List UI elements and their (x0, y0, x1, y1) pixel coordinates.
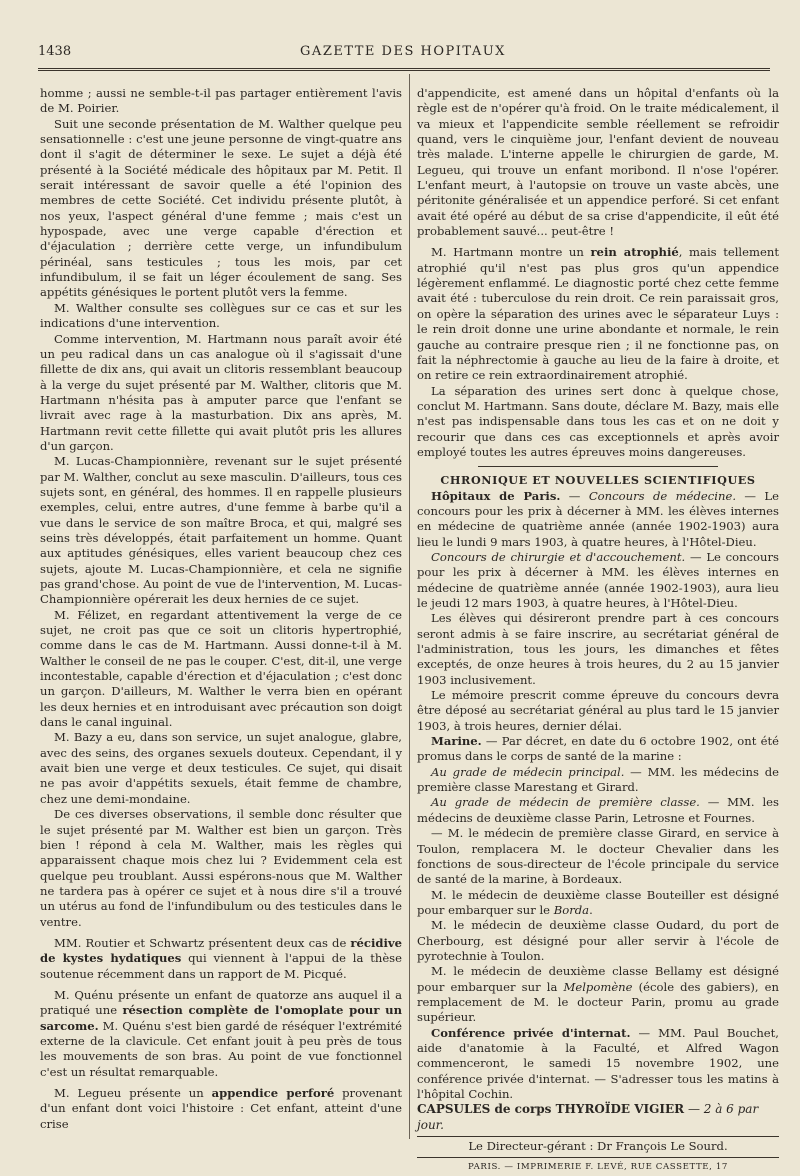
text-run: — Par décret, en date du 6 octobre 1902, ont été promus dans le corps de santé de la marine : (417, 734, 779, 764)
paragraph (40, 988, 402, 1080)
paragraph: M. Félizet, en regardant attentivement la verge de ce sujet, ne croit pas que ce soit un clitoris hypertrophié, comme dans le cas de M. Hartmann. Aussi donne-t-il à M. Walther le conseil de ne pas le couper. C'est, dit-il, une verge incontestable, capable d'érection et d'éjaculation ; c'est donc un garçon. D'ailleurs, M. Walther le verra bien en opérant les deux hernies et en introduisant avec précaution son doigt dans le canal inguinal. (40, 607, 402, 730)
text-run: MM. Routier et Schwartz présentent deux cas de (54, 935, 351, 950)
paragraph (417, 245, 779, 383)
paragraph (417, 550, 779, 611)
right-column (417, 86, 779, 1176)
advertisement (417, 1102, 779, 1133)
ship-name: Borda (553, 902, 590, 917)
ad-product: CAPSULES de corps THYROÏDE VIGIER (417, 1102, 685, 1117)
text-run: M. Quénu s'est bien gardé de réséquer l'extrémité externe de la clavicule. Cet enfant jouit à peu près de tous les mouvements de son bras. Au point de vue fonctionnel c'est un résultat remarquable. (40, 1018, 402, 1079)
text-run: — (560, 488, 589, 503)
director-line: Le Directeur-gérant : Dr François Le Sourd. (468, 1139, 728, 1154)
bold-term: appendice perforé (211, 1086, 335, 1100)
paragraph (417, 1026, 779, 1103)
paragraph: La séparation des urines sert donc à quelque chose, conclut M. Hartmann. Sans doute, déclare M. Bazy, mais elle n'est pas indispensable dans tous les cas et on ne doit y recourir que dans ces cas exceptionnels et après avoir employé toutes les autres épreuves moins dangereuses. (417, 383, 779, 459)
paragraph: — M. le médecin de première classe Girard, en service à Toulon, remplacera M. le docteur Chevalier dans les fonctions de sous-directeur de l'école principale du service de santé de la marine, à Bordeaux. (417, 826, 779, 887)
section-separator (478, 466, 718, 467)
footer-rule (417, 1157, 779, 1158)
text-run: — MM. Paul Bouchet, aide d'anatomie à la Faculté, et Alfred Wagon commenceront, le samedi 15 novembre 1902, une conférence privée d'internat. — S'adresser tous les matins à l'hôpital Cochin. (417, 1025, 779, 1101)
text-run: M. le médecin de deuxième classe Bellamy est désigné pour embarquer sur la (417, 964, 779, 994)
italic-term: Au grade de médecin de première classe. (431, 795, 700, 810)
paragraph: Comme intervention, M. Hartmann nous paraît avoir été un peu radical dans un cas analogue où il s'agissait d'une fillette de dix ans, qui avait un clitoris ressemblant beaucoup à la verge du sujet présenté par M. Walther, clitoris que M. Hartmann n'hésita pas à amputer parce que l'enfant se livrait avec rage à la masturbation. Dix ans après, M. Hartmann revit cette fillette qui avait plutôt pris les allures d'un garçon. (40, 331, 402, 453)
text-run: — Le concours pour les prix à décerner à MM. les élèves internes en médecine de quatrième année (année 1902-1903) aura lieu le lundi 9 mars 1903, à quatre heures, à l'Hôtel-Dieu. (417, 488, 779, 549)
paragraph (417, 888, 779, 919)
paragraph: Le mémoire prescrit comme épreuve du concours devra être déposé au secrétariat général au plus tard le 15 janvier 1903, à trois heures, dernier délai. (417, 688, 779, 733)
page-header (38, 42, 768, 66)
text-run: — Le concours pour les prix à décerner à MM. les élèves internes en médecine de quatrième année (année 1902-1903), aura lieu le jeudi 12 mars 1903, à quatre heures, à l'Hôtel-Dieu. (417, 549, 779, 610)
ad-dosage: — 2 à 6 par jour. (417, 1102, 759, 1132)
paragraph: M. Bazy a eu, dans son service, un sujet analogue, glabre, avec des seins, des organes sexuels douteux. Cependant, il y avait bien une verge et deux testicules. Ce sujet, qui disait ne pas avoir d'appétits sexuels, était femme de chambre, chez une demi-mondaine. (40, 730, 402, 806)
text-run: , mais tellement atrophié qu'il n'est pas plus gros qu'un appendice légèrement enflammé. Le diagnostic porté chez cette femme avait été : tuberculose du rein droit. Ce rein paraissait gros, on opère la séparation des urines avec le séparateur Luys : le rein droit donne une urine abondante et normale, le rein gauche au contraire presque rien ; il ne fonctionne pas, on fait la néphrectomie à gauche au lieu de la faire à droite, et on retire ce rein extraordinairement atrophié. (417, 245, 779, 383)
news-heading: Hôpitaux de Paris. (431, 488, 561, 503)
text-run: M. Quénu présente un enfant de quatorze ans auquel il a pratiqué une (40, 987, 402, 1018)
paragraph: M. Lucas-Championnière, revenant sur le sujet présenté par M. Walther, conclut au sexe masculin. D'ailleurs, tous ces sujets sont, en général, des hommes. Il en rappelle plusieurs exemples, celui, entre autres, d'une femme à barbe qu'il a vue dans le service de son maître Broca, et qui, malgré ses seins très développés, était parfaitement un homme. Quant aux aptitudes génésiques, elles varient beaucoup chez ces sujets, ajoute M. Lucas-Championnière, et cela ne signifie pas grand'chose. Au point de vue de l'intervention, M. Lucas-Championnière opérerait les deux hernies de ce sujet. (40, 454, 402, 607)
paragraph: d'appendicite, est amené dans un hôpital d'enfants où la règle est de n'opérer qu'à froid. On le traite médicalement, il va mieux et l'appendicite semble réellement se refroidir quand, vers le cinquième jour, l'enfant devient de nouveau très malade. L'interne appelle le chirurgien de garde, M. Legueu, qui trouve un enfant moribond. Il n'ose l'opérer. L'enfant meurt, à l'autopsie on trouve un vaste abcès, une péritonite généralisée et un appendice perforé. Si cet enfant avait été opéré au début de sa crise d'appendicite, il eût été probablement sauvé... peut-être ! (417, 86, 779, 239)
ship-name: Melpomène (563, 979, 633, 994)
printer-line: PARIS. — IMPRIMERIE F. LEVÉ, RUE CASSETTE, 17 (468, 1162, 728, 1173)
text-run: M. le médecin de deuxième classe Bouteiller est désigné pour embarquer sur le (417, 887, 779, 917)
italic-term: Au grade de médecin principal. (431, 764, 625, 779)
paragraph (417, 489, 779, 550)
paragraph: M. le médecin de deuxième classe Oudard, du port de Cherbourg, est désigné pour aller servir à l'école de pyrotechnie à Toulon. (417, 918, 779, 963)
paragraph: M. Walther consulte ses collègues sur ce cas et sur les indications d'une intervention. (40, 300, 402, 331)
paragraph: Suit une seconde présentation de M. Walther quelque peu sensationnelle : c'est une jeune personne de vingt-quatre ans dont il s'agit de déterminer le sexe. Le sujet a déjà été présenté à la Société médicale des hôpitaux par M. Petit. Il serait intéressant de savoir quelle a été l'opinion des membres de cette Société. Cet individu présente plutôt, à nos yeux, l'aspect général d'une femme ; mais c'est un hypospade, avec une verge capable d'érection et d'éjaculation ; derrière cette verge, un infundibulum périnéal, sans testicules ; tous les mois, par cet infundibulum, il se fait un léger écoulement de sang. Ses appétits génésiques le portent plutôt vers la femme. (40, 116, 402, 300)
paragraph (417, 765, 779, 796)
paragraph (417, 734, 779, 765)
header-rule (38, 68, 770, 71)
left-column (40, 86, 402, 1132)
text-run: . (589, 902, 593, 917)
news-heading: Conférence privée d'internat. (431, 1025, 631, 1040)
paragraph (40, 936, 402, 982)
text-run: (école des gabiers), en remplacement de M. le docteur Parin, promu au grade supérieur. (417, 979, 779, 1025)
bold-term: récidive de kystes hydatiques (40, 935, 402, 966)
footer-rule (417, 1136, 779, 1137)
paragraph: homme ; aussi ne semble-t-il pas partager entièrement l'avis de M. Poirier. (40, 86, 402, 116)
text-run: M. Hartmann montre un (431, 245, 591, 260)
paragraph (417, 964, 779, 1025)
journal-title: GAZETTE DES HOPITAUX (300, 44, 506, 59)
text-run: qui viennent à l'appui de la thèse soutenue récemment dans un rapport de M. Picqué. (40, 951, 402, 981)
page-number: 1438 (38, 44, 72, 59)
paragraph: De ces diverses observations, il semble donc résulter que le sujet présenté par M. Walther est bien un garçon. Très bien ! répond à cela M. Walther, mais les règles qui apparaissent chaque mois chez lui ? Evidemment cela est quelque peu troublant. Aussi espérons-nous que M. Walther ne tardera pas à opérer ce sujet et à nous dire s'il a trouvé un utérus au fond de l'infundibulum ou des testicules dans le ventre. (40, 807, 402, 929)
bold-term: rein atrophié (590, 245, 679, 260)
paragraph: Les élèves qui désireront prendre part à ces concours seront admis à se faire inscrire, au secrétariat général de l'administration, tous les jours, les dimanches et fêtes exceptés, de onze heures à trois heures, du 2 au 15 janvier 1903 inclusivement. (417, 611, 779, 687)
text-run: — MM. les médecins de première classe Marestang et Girard. (417, 764, 779, 795)
italic-term: Concours de médecine. (588, 488, 737, 503)
news-heading: Marine. (431, 734, 482, 749)
paragraph (417, 795, 779, 826)
column-divider (409, 74, 410, 1139)
bold-term: résection complète de l'omoplate pour un sarcome. (40, 1003, 402, 1033)
text-run: provenant d'un enfant dont voici l'histoire : Cet enfant, atteint d'une crise (40, 1086, 402, 1131)
text-run: M. Legueu présente un (54, 1086, 212, 1100)
italic-term: Concours de chirurgie et d'accouchement. (431, 549, 686, 564)
section-title: CHRONIQUE ET NOUVELLES SCIENTIFIQUES (440, 473, 756, 488)
paragraph (40, 1086, 402, 1132)
text-run: — MM. les médecins de deuxième classe Parin, Letrosne et Fournes. (417, 795, 779, 825)
